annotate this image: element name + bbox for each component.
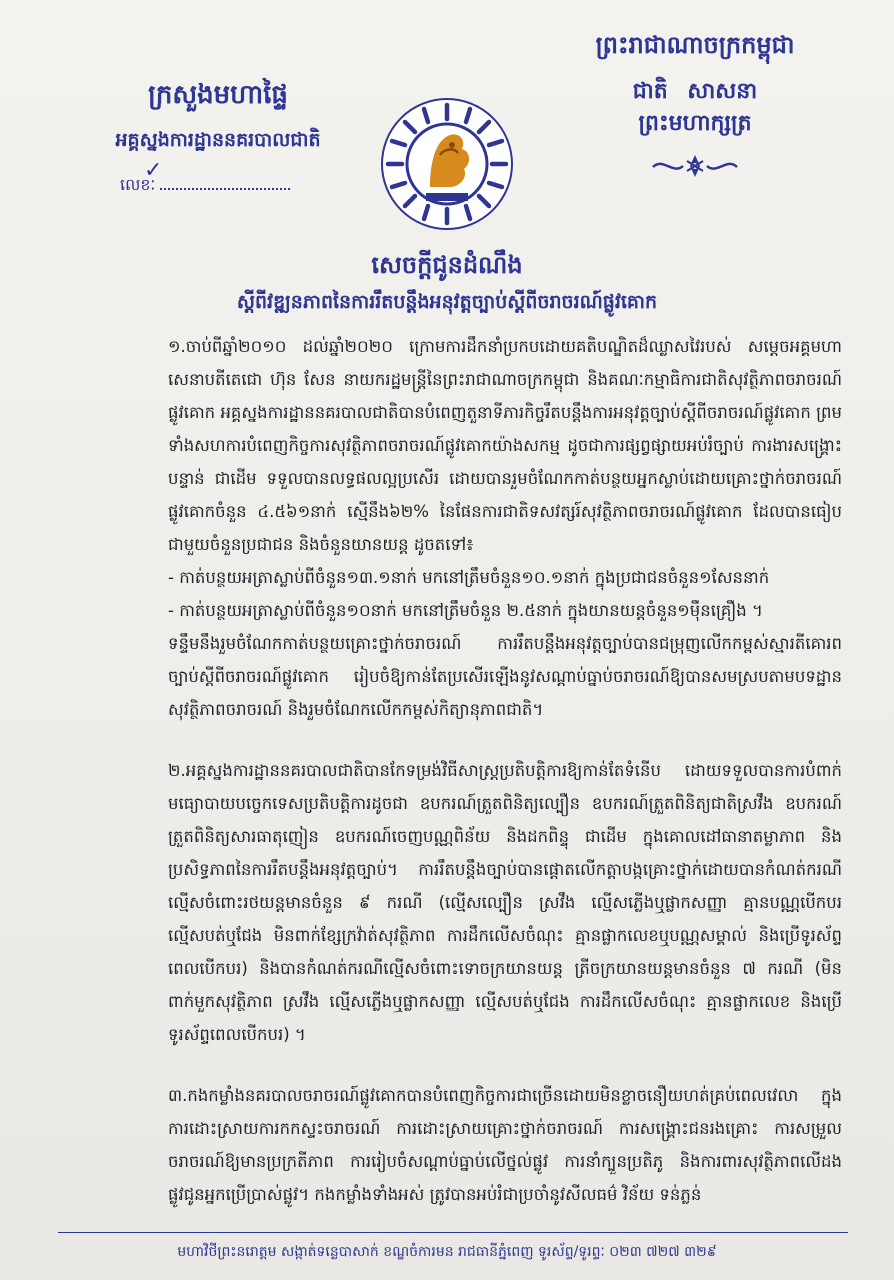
footer-address: មហាវិថីព្រះនរោត្តម សង្កាត់ទន្លេបាសាក់ ខណ្ឌចំការមន រាជធានីភ្នំពេញ ទូរស័ព្ទ/ទូរព្ទៈ ០២៣ ៧២៧ ៣២៩ <box>177 1244 717 1260</box>
reference-number <box>98 158 338 198</box>
issuer-block <box>98 78 338 198</box>
bullet-2: - កាត់បន្ថយអត្រាស្លាប់ពីចំនួន១០នាក់ មកនៅត្រឹមចំនួន ២.៥នាក់ ក្នុងយានយន្តចំនួន១ម៉ឺនគ្រឿង ។ <box>168 601 763 620</box>
national-motto: ជាតិ សាសនា ព្រះមហាក្សត្រ <box>632 79 758 136</box>
kingdom-block <box>580 30 810 183</box>
document-body <box>168 330 842 1211</box>
bullet-1: - កាត់បន្ថយអត្រាស្លាប់ពីចំនួន១៣.១នាក់ មកនៅត្រឹមចំនួន១០.១នាក់ ក្នុងប្រជាជនចំនួន១សែននាក់ <box>168 568 770 587</box>
paragraph-1b: ទន្ទឹមនឹងរួមចំណែកកាត់បន្ថយគ្រោះថ្នាក់ចរាចរណ៍ ការរឹតបន្តឹងអនុវត្តច្បាប់បានជម្រុញលើកកម្ពស់ស្មារតីគោរពច្បាប់ស្តីពីចរាចរណ៍ផ្លូវគោក រៀបចំឱ្យកាន់តែប្រសើរឡើងនូវសណ្តាប់ធ្នាប់ចរាចរណ៍ឱ្យបានសមស្របតាមបទដ្ឋានសុវត្ថិភាពចរាចរណ៍ និងរួមចំណែកលើកកម្ពស់កិត្យានុភាពជាតិ។ <box>168 634 842 719</box>
reference-dotted-line <box>160 174 290 190</box>
department-name: អគ្គស្នងការដ្ឋាននគរបាលជាតិ <box>115 129 321 151</box>
footer-divider <box>58 1232 848 1233</box>
paragraph-1: ១.ចាប់ពីឆ្នាំ២០១០ ដល់ឆ្នាំ២០២០ ក្រោមការដឹកនាំប្រកបដោយគតិបណ្ឌិតដ៏ឈ្លាសវៃរបស់ សម្តេចអគ្គមហាសេនាបតីតេជោ ហ៊ុន សែន នាយករដ្ឋមន្ត្រីនៃព្រះរាជាណាចក្រកម្ពុជា និងគណៈកម្មាធិការជាតិសុវត្ថិភាពចរាចរណ៍ផ្លូវគោក អគ្គស្នងការដ្ឋាននគរបាលជាតិបានបំពេញតួនាទីភារកិច្ចរឹតបន្តឹងការអនុវត្តច្បាប់ស្តីពីចរាចរណ៍ផ្លូវគោក ព្រមទាំងសហការបំពេញកិច្ចការសុវត្ថិភាពចរាចរណ៍ផ្លូវគោកយ៉ាងសកម្ម ដូចជាការផ្សព្វផ្សាយអប់រំច្បាប់ ការងារសង្គ្រោះបន្ទាន់ ជាដើម ទទួលបានលទ្ធផលល្អប្រសើរ ដោយបានរួមចំណែកកាត់បន្ថយអ្នកស្លាប់ដោយគ្រោះថ្នាក់ចរាចរណ៍ផ្លូវគោកចំនួន ៤.៥៦១នាក់ ស្មើនឹង៦២% នៃផែនការជាតិទសវត្សរ៍សុវត្ថិភាពចរាចរណ៍ផ្លូវគោក ដែលបានធៀបជាមួយចំនួនប្រជាជន និងចំនួនយានយន្ត ដូចតទៅ៖ <box>168 337 842 554</box>
ornament-icon <box>580 153 810 183</box>
document-title: សេចក្តីជូនដំណឹង <box>371 251 523 279</box>
kingdom-name: ព្រះរាជាណាចក្រកម្ពុជា <box>595 31 795 59</box>
document-subtitle: ស្តីពីវឌ្ឍនភាពនៃការរឹតបន្តឹងអនុវត្តច្បាប់ស្តីពីចរាចរណ៍ផ្លូវគោក <box>236 291 658 313</box>
reference-label: លេខៈ <box>120 175 156 194</box>
paragraph-2: ២.អគ្គស្នងការដ្ឋាននគរបាលជាតិបានកែទម្រង់វិធីសាស្ត្រប្រតិបត្តិការឱ្យកាន់តែទំនើប ដោយទទួលបានការបំពាក់មធ្យោបាយបច្ចេកទេសប្រតិបត្តិការដូចជា ឧបករណ៍ត្រួតពិនិត្យល្បឿន ឧបករណ៍ត្រួតពិនិត្យជាតិស្រវឹង ឧបករណ៍ត្រួតពិនិត្យសារធាតុញៀន ឧបករណ៍ចេញបណ្ណពិន័យ និងដកពិន្ទុ ជាដើម ក្នុងគោលដៅធានាតម្លាភាព និងប្រសិទ្ធភាពនៃការរឹតបន្តឹងអនុវត្តច្បាប់។ ការរឹតបន្តឹងច្បាប់បានផ្តោតលើកត្តាបង្កគ្រោះថ្នាក់ដោយបានកំណត់ករណីល្មើសចំពោះរថយន្តមានចំនួន ៩ ករណី (ល្មើសល្បឿន ស្រវឹង ល្មើសភ្លើងឬផ្លាកសញ្ញា គ្មានបណ្ណបើកបរ ល្មើសបត់ឬជែង មិនពាក់ខ្សែក្រវ៉ាត់សុវត្ថិភាព ការដឹកលើសចំណុះ គ្មានផ្លាកលេខឬបណ្ណសម្គាល់ និងប្រើទូរស័ព្ទពេលបើកបរ) និងបានកំណត់ករណីល្មើសចំពោះទោចក្រយានយន្ត ត្រីចក្រយានយន្តមានចំនួន ៧ ករណី (មិនពាក់មួកសុវត្ថិភាព ស្រវឹង ល្មើសភ្លើងឬផ្លាកសញ្ញា ល្មើសបត់ឬជែង ការដឹកលើសចំណុះ គ្មានផ្លាកលេខ និងប្រើទូរស័ព្ទពេលបើកបរ) ។ <box>168 761 842 1044</box>
paragraph-3: ៣.កងកម្លាំងនគរបាលចរាចរណ៍ផ្លូវគោកបានបំពេញកិច្ចការជាច្រើនដោយមិនខ្លាចនឿយហត់គ្រប់ពេលវេលា ក្នុងការដោះស្រាយការកកស្ទះចរាចរណ៍ ការដោះស្រាយគ្រោះថ្នាក់ចរាចរណ៍ ការសង្គ្រោះជនរងគ្រោះ ការសម្រួលចរាចរណ៍ឱ្យមានប្រក្រតីភាព ការរៀបចំសណ្តាប់ធ្នាប់លើថ្នល់ផ្លូវ ការនាំក្បួនប្រតិភូ និងការពារសុវត្ថិភាពលើដងផ្លូវជូនអ្នកប្រើប្រាស់ផ្លូវ។ កងកម្លាំងទាំងអស់ ត្រូវបានអប់រំជាប្រចាំនូវសីលធម៌ វិន័យ ទន់ភ្លន់ <box>168 1086 842 1204</box>
ministry-name: ក្រសួងមហាផ្ទៃ <box>148 80 288 110</box>
police-emblem-logo <box>380 97 514 231</box>
check-mark-icon: ✓ <box>144 158 163 183</box>
